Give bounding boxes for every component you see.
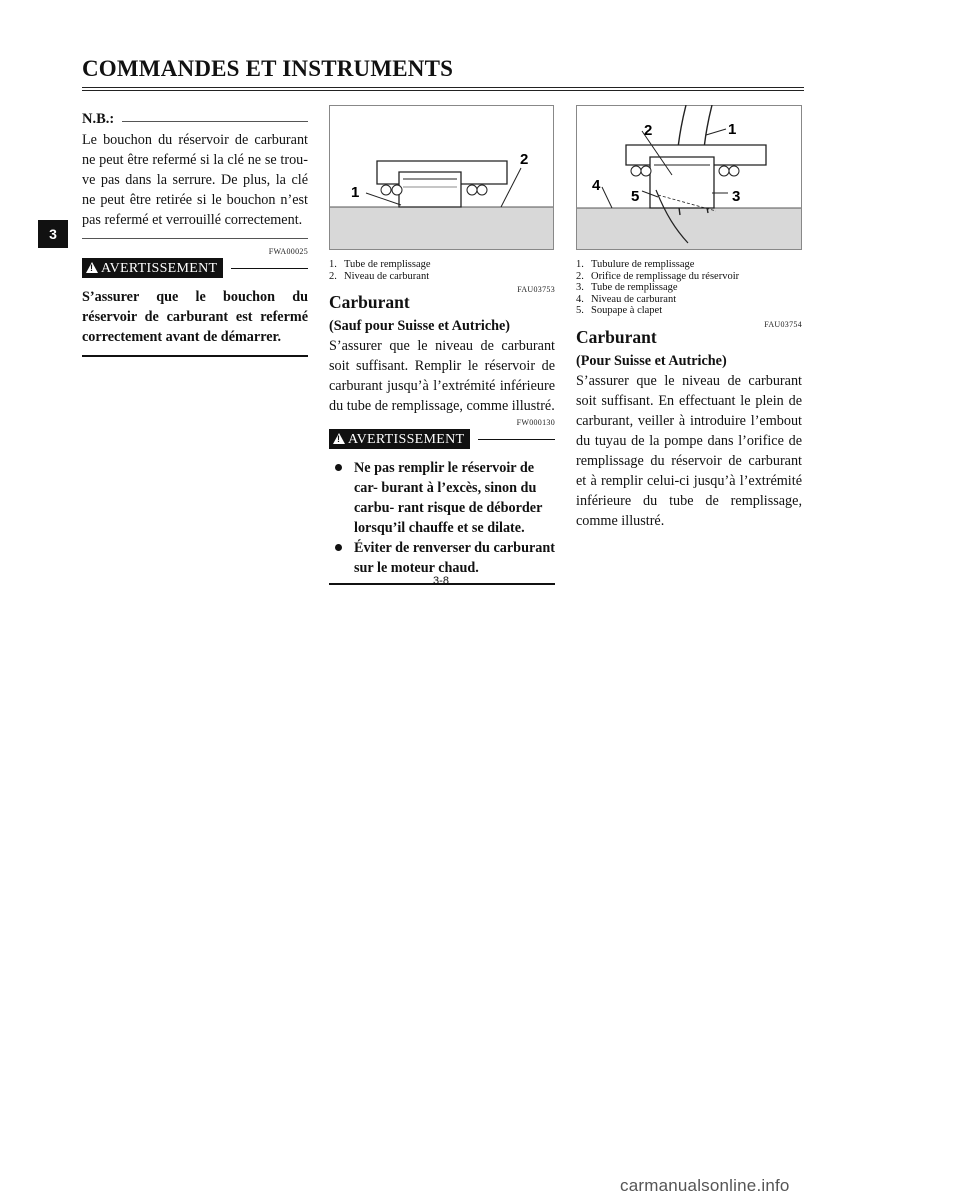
caption-item: 2. Niveau de carburant bbox=[329, 270, 430, 282]
column-1 bbox=[82, 111, 308, 357]
section-text: S’assurer que le niveau de carburant soit suffisant. Remplir le réservoir de carburant jusqu’à l’extrémité inférieure du tube de remplissage, comme illustré. bbox=[329, 338, 555, 415]
fuel-level-illustration bbox=[329, 105, 554, 250]
section-subtitle: (Pour Suisse et Autriche) bbox=[576, 352, 727, 369]
section-code: FAU03753 bbox=[517, 285, 555, 295]
section-title: Carburant bbox=[576, 326, 657, 347]
section-text: S’assurer que le niveau de carburant soit suffisant. En effectuant le plein de carburant, veiller à introduire l’embout du tuyau de la pompe dans l’orifice de remplissage du réservoir de carburant et à remplir celui-ci jusqu’à l’extrémité inférieure du tube de remplissage, comme illustré. bbox=[576, 372, 802, 529]
header-rule bbox=[82, 87, 804, 88]
warning-end-rule bbox=[82, 355, 308, 357]
section-subtitle: (Sauf pour Suisse et Autriche) bbox=[329, 318, 511, 335]
column-3 bbox=[576, 259, 802, 531]
warning-code: FWA00025 bbox=[268, 247, 308, 256]
figure-label-2: 2 bbox=[644, 122, 653, 139]
figure-label-5: 5 bbox=[631, 188, 640, 205]
chapter-tab[interactable]: 3 bbox=[38, 220, 68, 248]
figure-label-2: 2 bbox=[520, 151, 529, 168]
fuel-filler-illustration bbox=[576, 105, 802, 250]
header-rule-secondary bbox=[82, 90, 804, 91]
nb-text: Le bouchon du réservoir de carburant ne peut être refermé si la clé ne se trou- ve pas dans la serrure. De plus, la clé ne peut être retirée si le bouchon n’est pas refermé et verrouillé correctement. bbox=[82, 132, 308, 228]
warning-triangle-icon: ! bbox=[86, 262, 98, 273]
column-2 bbox=[329, 259, 555, 585]
warning-triangle-icon: ! bbox=[333, 433, 345, 444]
warning-badge bbox=[82, 258, 223, 278]
bullet-icon bbox=[335, 464, 342, 471]
warning-bullet: Ne pas remplir le réservoir de car- burant à l’excès, sinon du carbu- rant risque de déborder lorsqu’il chauffe et se dilate. bbox=[329, 458, 555, 538]
caption-item: 1. Tubulure de remplissage bbox=[576, 259, 695, 270]
figure-label-3: 3 bbox=[732, 188, 741, 205]
warning-label: AVERTISSEMENT bbox=[348, 431, 465, 447]
caption-item: 4. Niveau de carburant bbox=[576, 293, 677, 305]
figure-label-1: 1 bbox=[728, 121, 737, 138]
caption-item: 1. Tube de remplissage bbox=[329, 259, 431, 270]
section-code: FAU03754 bbox=[764, 319, 802, 329]
nb-rule bbox=[122, 121, 308, 122]
warning-text: S’assurer que le bouchon du réservoir de carburant est refermé correctement avant de démarrer. bbox=[82, 289, 308, 345]
figure-fuel-filler bbox=[576, 105, 802, 250]
figure-captions bbox=[329, 259, 555, 282]
bullet-icon bbox=[335, 544, 342, 551]
warning-code: FW000130 bbox=[516, 418, 555, 428]
warning-label: AVERTISSEMENT bbox=[101, 260, 218, 276]
figure-captions bbox=[576, 259, 802, 317]
figure-label-4: 4 bbox=[592, 177, 601, 194]
page-number: 3-8 bbox=[433, 575, 449, 587]
warning-badge bbox=[329, 429, 470, 449]
warning-rule bbox=[478, 439, 555, 440]
footer-watermark[interactable]: carmanualsonline.info bbox=[620, 1176, 790, 1195]
caption-item: 5. Soupape à clapet bbox=[576, 305, 663, 317]
warning-bullet-list bbox=[329, 458, 555, 578]
page-title: COMMANDES ET INSTRUMENTS bbox=[82, 56, 454, 81]
figure-fuel-level bbox=[329, 105, 554, 250]
fuel-level-area bbox=[577, 208, 801, 249]
caption-item: 2. Orifice de remplissage du réservoir bbox=[576, 270, 740, 282]
nb-end-rule bbox=[82, 238, 308, 239]
caption-item: 3. Tube de remplissage bbox=[576, 282, 678, 294]
figure-label-1: 1 bbox=[351, 184, 360, 201]
nb-label: N.B.: bbox=[82, 111, 115, 127]
fuel-level-area bbox=[330, 207, 553, 249]
warning-rule bbox=[231, 268, 308, 269]
warning-bullet: Éviter de renverser du carburant sur le moteur chaud. bbox=[329, 538, 555, 578]
section-title: Carburant bbox=[329, 292, 410, 313]
